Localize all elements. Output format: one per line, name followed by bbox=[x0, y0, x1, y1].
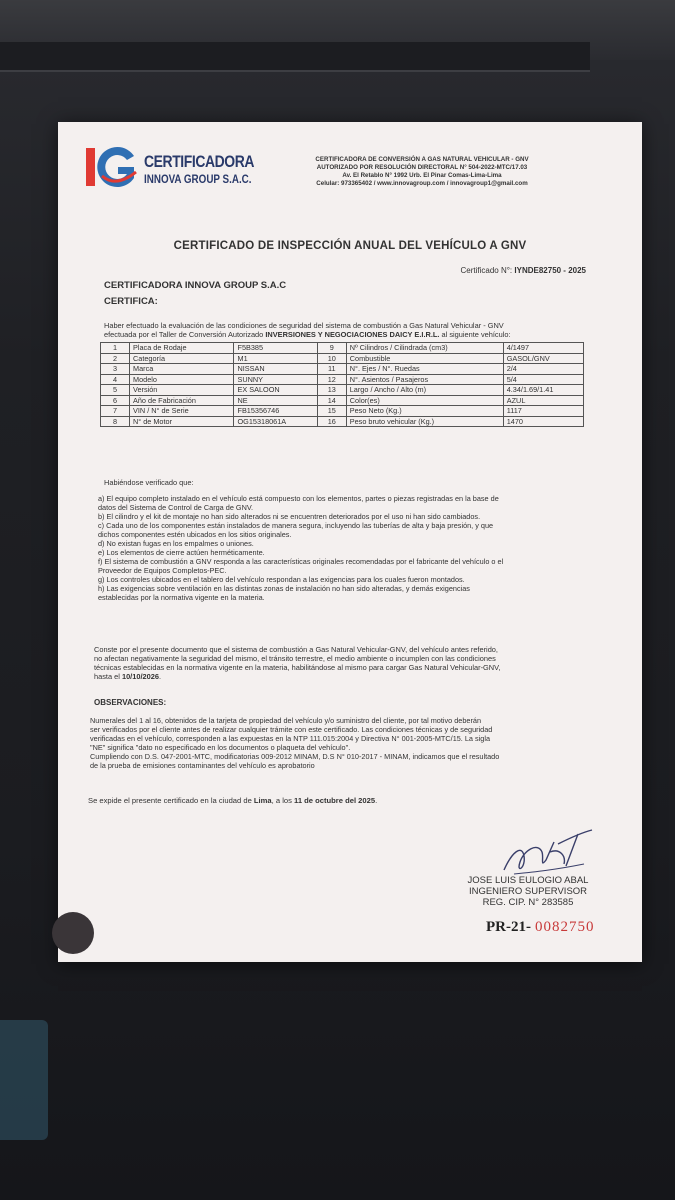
intro-line-2 bbox=[104, 330, 594, 339]
observation-line: verificadas en el vehículo, corresponden a las expuestas en la NTP 111.015:2004 y Directiva N° 001-2005-MTC/15. La sigla bbox=[90, 734, 491, 743]
spec-label: N°. Asientos / Pasajeros bbox=[346, 374, 503, 385]
spec-label: Año de Fabricación bbox=[130, 395, 234, 406]
spec-number: 7 bbox=[101, 406, 130, 417]
spec-row bbox=[101, 385, 584, 396]
verification-list bbox=[98, 494, 598, 602]
spec-value: NISSAN bbox=[234, 364, 317, 375]
verification-line: e) Los elementos de cierre actúen herméticamente. bbox=[98, 548, 265, 557]
serial-number bbox=[486, 919, 595, 936]
spec-value: FB15356746 bbox=[234, 406, 317, 417]
certificate-sheet bbox=[58, 122, 642, 962]
spec-number: 15 bbox=[317, 406, 346, 417]
spec-value: AZUL bbox=[503, 395, 583, 406]
spec-row bbox=[101, 406, 584, 417]
spec-value: 4/1497 bbox=[503, 343, 583, 354]
spec-value: 4.34/1.69/1.41 bbox=[503, 385, 583, 396]
certificate-number bbox=[460, 266, 586, 275]
spec-number: 8 bbox=[101, 416, 130, 427]
spec-number: 6 bbox=[101, 395, 130, 406]
background-bar bbox=[0, 42, 590, 72]
verification-item bbox=[98, 548, 598, 557]
verification-line: dichos componentes estén ubicados en los sitios originales. bbox=[98, 530, 292, 539]
spec-row bbox=[101, 395, 584, 406]
letterhead bbox=[282, 156, 562, 188]
spec-label: Modelo bbox=[130, 374, 234, 385]
spec-number: 16 bbox=[317, 416, 346, 427]
vehicle-spec-table bbox=[100, 342, 584, 427]
spec-label: N° de Motor bbox=[130, 416, 234, 427]
observation-line: Cumpliendo con D.S. 047-2001-MTC, modificatorias 009-2012 MINAM, D.S N° 010-2017 - MINAM, indicamos que el resultado bbox=[90, 752, 500, 761]
punch-hole bbox=[52, 912, 94, 954]
spec-value: GASOL/GNV bbox=[503, 353, 583, 364]
background-device-edge bbox=[0, 1020, 48, 1140]
spec-number: 13 bbox=[317, 385, 346, 396]
spec-label: Versión bbox=[130, 385, 234, 396]
conste-line-1: Conste por el presente documento que el sistema de combustión a Gas Natural Vehicular-GNV, del vehículo antes referido, bbox=[94, 645, 498, 654]
spec-value: NE bbox=[234, 395, 317, 406]
issue-text-end: . bbox=[375, 796, 378, 805]
verification-line: datos del Sistema de Control de Carga de GNV. bbox=[98, 503, 254, 512]
spec-value: OG15318061A bbox=[234, 416, 317, 427]
issue-text: Se expide el presente certificado en la ciudad de bbox=[88, 796, 254, 805]
intro-text-end: al siguiente vehículo: bbox=[439, 330, 511, 339]
company-name: CERTIFICADORA INNOVA GROUP S.A.C bbox=[104, 280, 287, 291]
intro-text: efectuada por el Taller de Conversión Autorizado bbox=[104, 330, 266, 339]
letterhead-line-2: AUTORIZADO POR RESOLUCIÓN DIRECTORAL N° 504-2022-MTC/17.03 bbox=[316, 164, 528, 171]
verification-item bbox=[98, 512, 598, 521]
verification-item bbox=[98, 584, 598, 602]
spec-number: 5 bbox=[101, 385, 130, 396]
verification-line: establecidas por la normativa vigente en la materia. bbox=[98, 593, 265, 602]
spec-label: Peso Neto (Kg.) bbox=[346, 406, 503, 417]
conste-valid-label: hasta el bbox=[94, 672, 122, 681]
spec-label: Peso bruto vehicular (Kg.) bbox=[346, 416, 503, 427]
workshop-name: INVERSIONES Y NEGOCIACIONES DAICY E.I.R.L. bbox=[265, 330, 440, 339]
spec-number: 4 bbox=[101, 374, 130, 385]
spec-number: 12 bbox=[317, 374, 346, 385]
spec-label: Placa de Rodaje bbox=[130, 343, 234, 354]
intro-paragraph bbox=[104, 321, 594, 339]
signer-role: INGENIERO SUPERVISOR bbox=[468, 886, 588, 897]
conste-line-4 bbox=[94, 672, 602, 681]
verification-line: c) Cada uno de los componentes están instalados de manera segura, incluyendo las tuberías de alta y baja presión, y que bbox=[98, 521, 494, 530]
spec-number: 3 bbox=[101, 364, 130, 375]
verified-intro: Habiéndose verificado que: bbox=[104, 478, 194, 487]
logo-line-1: CERTIFICADORA bbox=[144, 152, 255, 171]
spec-number: 2 bbox=[101, 353, 130, 364]
spec-label: N°. Ejes / N°. Ruedas bbox=[346, 364, 503, 375]
observation-line: de la prueba de emisiones contaminantes del vehículo es aprobatorio bbox=[90, 761, 315, 770]
spec-row bbox=[101, 374, 584, 385]
verification-item bbox=[98, 521, 598, 539]
issue-date: 11 de octubre del 2025 bbox=[294, 796, 376, 805]
verification-line: g) Los controles ubicados en el tablero del vehículo respondan a las exigencias para los cuales fueron montados. bbox=[98, 575, 465, 584]
signer-block bbox=[438, 875, 618, 908]
spec-number: 1 bbox=[101, 343, 130, 354]
signer-registration: REG. CIP. N° 283585 bbox=[482, 897, 574, 908]
certificate-number-value: IYNDE82750 - 2025 bbox=[514, 266, 586, 275]
verification-item bbox=[98, 494, 598, 512]
spec-value: 2/4 bbox=[503, 364, 583, 375]
spec-row bbox=[101, 416, 584, 427]
spec-label: VIN / N° de Serie bbox=[130, 406, 234, 417]
certificate-number-label: Certificado N°: bbox=[460, 266, 513, 275]
spec-label: Marca bbox=[130, 364, 234, 375]
certifica-heading: CERTIFICA: bbox=[104, 296, 158, 307]
spec-value: M1 bbox=[234, 353, 317, 364]
spec-row bbox=[101, 343, 584, 354]
spec-number: 14 bbox=[317, 395, 346, 406]
observation-line: Numerales del 1 al 16, obtenidos de la tarjeta de propiedad del vehículo y/o suministro del cliente, por tal motivo deberán bbox=[90, 716, 482, 725]
verification-line: h) Las exigencias sobre ventilación en las distintas zonas de instalación no han sido alteradas, y demás exigencias bbox=[98, 584, 470, 593]
issue-city: Lima bbox=[253, 796, 272, 805]
spec-row bbox=[101, 364, 584, 375]
spec-value: 1117 bbox=[503, 406, 583, 417]
observation-line: "NE" significa "dato no especificado en los documentos o plaqueta del vehículo". bbox=[90, 743, 351, 752]
spec-number: 10 bbox=[317, 353, 346, 364]
verification-line: b) El cilindro y el kit de montaje no han sido alterados ni se encuentren deteriorados por el uso ni han sido cambiados. bbox=[98, 512, 481, 521]
verification-item bbox=[98, 575, 598, 584]
spec-value: F5B385 bbox=[234, 343, 317, 354]
spec-label: Combustible bbox=[346, 353, 503, 364]
conste-end: . bbox=[158, 672, 162, 681]
spec-label: Largo / Ancho / Alto (m) bbox=[346, 385, 503, 396]
serial-prefix: PR-21- bbox=[486, 919, 531, 935]
company-logo bbox=[82, 142, 255, 194]
intro-line-1: Haber efectuado la evaluación de las condiciones de seguridad del sistema de combustión a Gas Natural Vehicular - GNV bbox=[104, 321, 504, 330]
signer-name: JOSE LUIS EULOGIO ABAL bbox=[467, 875, 589, 886]
document-title: CERTIFICADO DE INSPECCIÓN ANUAL DEL VEHÍCULO A GNV bbox=[173, 240, 527, 252]
conste-line-3: técnicas establecidas en la normativa vigente en la materia, habilitándose al mismo para cargar Gas Natural Vehicular-GNV, bbox=[94, 663, 501, 672]
spec-value: 5/4 bbox=[503, 374, 583, 385]
issue-statement bbox=[88, 796, 377, 805]
issue-text-mid: , a los bbox=[271, 796, 295, 805]
verification-line: d) No existan fugas en los empalmes o uniones. bbox=[98, 539, 254, 548]
valid-until-date: 10/10/2026 bbox=[121, 672, 159, 681]
ig-logo-icon bbox=[82, 142, 142, 192]
letterhead-line-3: Av. El Retablo N° 1992 Urb. El Pinar Comas-Lima-Lima bbox=[342, 172, 502, 179]
verification-line: a) El equipo completo instalado en el vehículo está compuesto con los elementos, partes o piezas registradas en la base de bbox=[98, 494, 499, 503]
conste-paragraph bbox=[94, 645, 602, 681]
verification-line: f) El sistema de combustión a GNV responda a las características originales recomendadas por el fabricante del vehículo o el bbox=[98, 557, 504, 566]
observaciones-heading: OBSERVACIONES: bbox=[94, 698, 167, 707]
spec-number: 9 bbox=[317, 343, 346, 354]
letterhead-line-4: Celular: 973365402 / www.innovagroup.com / innovagroup1@gmail.com bbox=[316, 180, 528, 187]
spec-value: 1470 bbox=[503, 416, 583, 427]
observation-line: ser verificados por el cliente antes de realizar cualquier trámite con este certificado. Las condiciones técnicas y de seguridad bbox=[90, 725, 493, 734]
logo-line-2: INNOVA GROUP S.A.C. bbox=[144, 172, 252, 186]
letterhead-line-1: CERTIFICADORA DE CONVERSIÓN A GAS NATURAL VEHICULAR - GNV bbox=[315, 156, 529, 163]
spec-value: SUNNY bbox=[234, 374, 317, 385]
spec-label: Nº Cilindros / Cilindrada (cm3) bbox=[346, 343, 503, 354]
spec-row bbox=[101, 353, 584, 364]
verification-item bbox=[98, 557, 598, 575]
spec-label: Color(es) bbox=[346, 395, 503, 406]
spec-value: EX SALOON bbox=[234, 385, 317, 396]
observaciones-text bbox=[90, 716, 602, 770]
spec-label: Categoría bbox=[130, 353, 234, 364]
handwritten-signature bbox=[494, 822, 594, 882]
conste-line-2: no afectan negativamente la seguridad del mismo, el tránsito terrestre, el medio ambiente o incumplen con las condiciones bbox=[94, 654, 496, 663]
verification-item bbox=[98, 539, 598, 548]
verification-line: Proveedor de Equipos Completos-PEC. bbox=[98, 566, 227, 575]
spec-number: 11 bbox=[317, 364, 346, 375]
serial-value: 0082750 bbox=[535, 919, 595, 935]
